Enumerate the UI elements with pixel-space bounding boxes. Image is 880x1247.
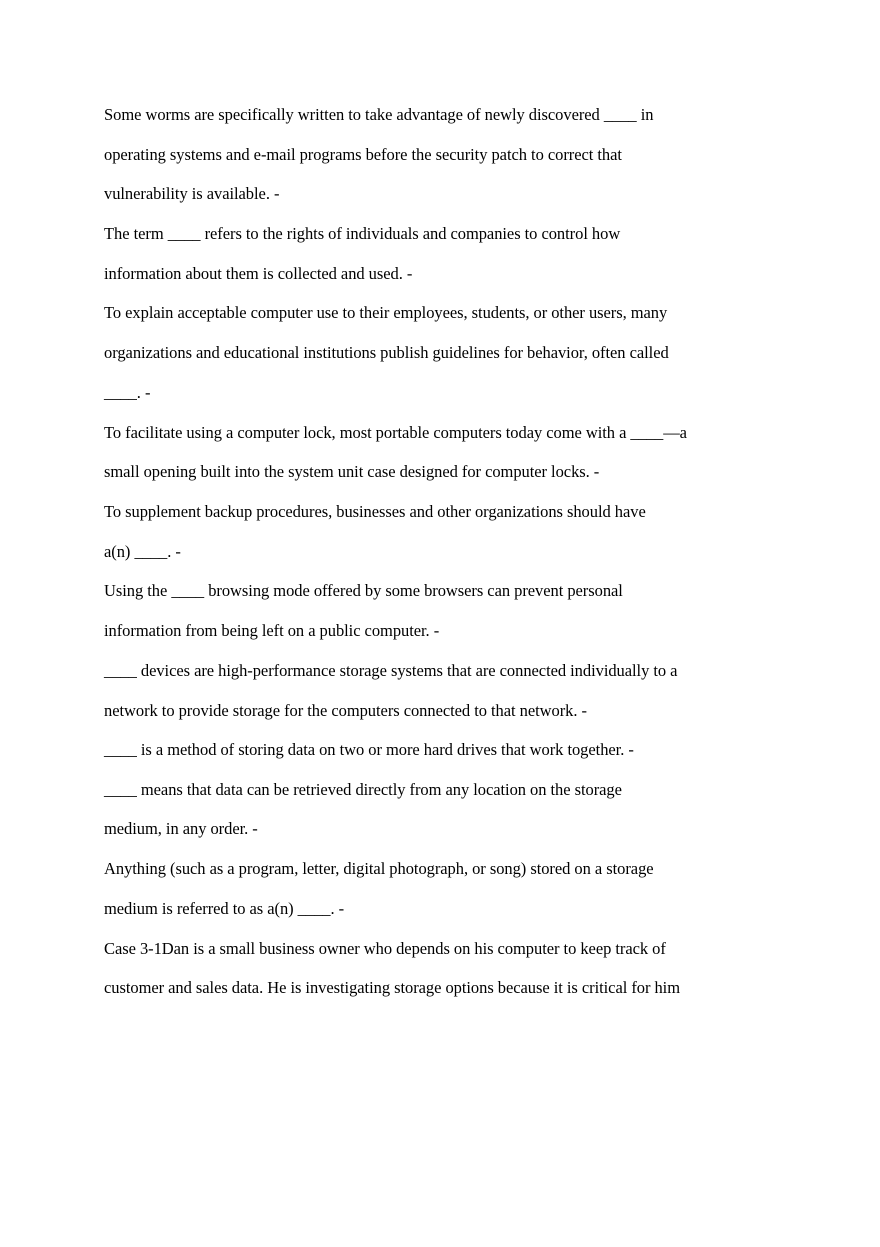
question-3-line-1: To explain acceptable computer use to their employees, students, or other users, many <box>104 303 668 322</box>
question-10-line-1: Anything (such as a program, letter, digital photograph, or song) stored on a storage <box>104 859 654 878</box>
question-4-line-2: small opening built into the system unit case designed for computer locks. - <box>104 462 600 481</box>
question-6-line-1: Using the ____ browsing mode offered by some browsers can prevent personal <box>104 581 623 600</box>
question-3-line-3: ____. - <box>104 383 151 402</box>
question-7-line-1: ____ devices are high-performance storage systems that are connected individually to a <box>104 661 678 680</box>
case-3-1-line-1: Case 3-1Dan is a small business owner who depends on his computer to keep track of <box>104 939 666 958</box>
question-1-line-3: vulnerability is available. - <box>104 184 280 203</box>
question-7-line-2: network to provide storage for the computers connected to that network. - <box>104 701 587 720</box>
question-6-line-2: information from being left on a public computer. - <box>104 621 440 640</box>
case-3-1-line-2: customer and sales data. He is investigating storage options because it is critical for him <box>104 978 681 997</box>
question-1-line-1: Some worms are specifically written to take advantage of newly discovered ____ in <box>104 105 654 124</box>
question-10-line-2: medium is referred to as a(n) ____. - <box>104 899 345 918</box>
question-1-line-2: operating systems and e-mail programs before the security patch to correct that <box>104 145 622 164</box>
question-8-line-1: ____ is a method of storing data on two or more hard drives that work together. - <box>104 740 634 759</box>
question-2-line-1: The term ____ refers to the rights of individuals and companies to control how <box>104 224 621 243</box>
question-5-line-1: To supplement backup procedures, businesses and other organizations should have <box>104 502 646 521</box>
question-2-line-2: information about them is collected and used. - <box>104 264 413 283</box>
question-9-line-2: medium, in any order. - <box>104 819 258 838</box>
question-3-line-2: organizations and educational institutions publish guidelines for behavior, often called <box>104 343 669 362</box>
question-9-line-1: ____ means that data can be retrieved directly from any location on the storage <box>104 780 622 799</box>
question-5-line-2: a(n) ____. - <box>104 542 181 561</box>
question-4-line-1: To facilitate using a computer lock, most portable computers today come with a ____—a <box>104 423 687 442</box>
